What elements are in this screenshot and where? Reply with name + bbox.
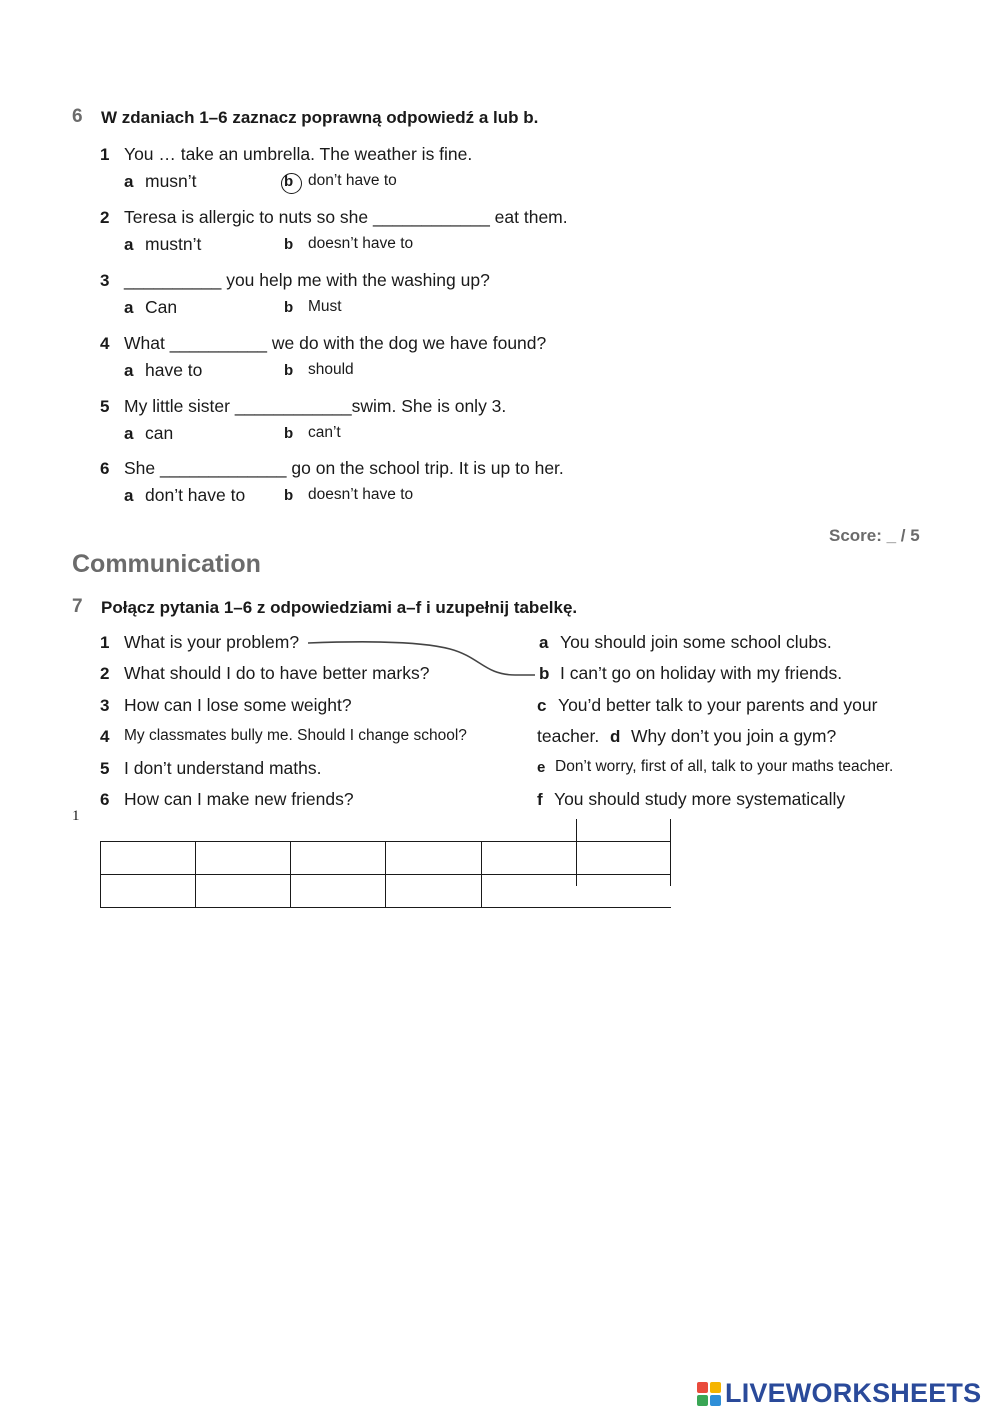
option-a-label[interactable]: a [124, 235, 134, 254]
question-text: What __________ we do with the dog we have found? [124, 333, 547, 353]
option-a-text[interactable]: don’t have to [145, 485, 246, 505]
option-b-label[interactable]: b [284, 236, 294, 253]
option-a-label[interactable]: a [124, 298, 134, 317]
question-text: My classmates bully me. Should I change school? [124, 727, 467, 744]
answer-cell-2[interactable] [291, 875, 385, 907]
question-text: What is your problem? [124, 632, 300, 652]
answer-f-text: You should study more systematically [554, 789, 846, 809]
table-line [100, 841, 101, 907]
question-number: 2 [100, 208, 110, 227]
question-text: She _____________ go on the school trip. It is up to her. [124, 458, 564, 478]
exercise-7-instruction: Połącz pytania 1–6 z odpowiedziami a–f i uzupełnij tabelkę. [101, 598, 578, 617]
stray-mark: 1 [72, 808, 80, 824]
question-text: __________ you help me with the washing up? [124, 270, 490, 290]
option-a-label[interactable]: a [124, 486, 134, 505]
answer-d-label: d [610, 727, 621, 746]
question-text: My little sister ____________swim. She is only 3. [124, 396, 507, 416]
option-b-text[interactable]: doesn’t have to [308, 235, 414, 252]
question-number: 3 [100, 696, 110, 715]
matching-line [300, 635, 540, 685]
option-b-text[interactable]: should [308, 361, 354, 378]
option-b-text[interactable]: don’t have to [308, 172, 397, 189]
answer-b-label: b [539, 664, 550, 683]
answer-c-continuation: teacher. [537, 726, 600, 746]
question-number: 2 [100, 664, 110, 683]
table-line [670, 819, 671, 886]
question-number: 4 [100, 727, 110, 746]
exercise-6-number: 6 [72, 106, 83, 127]
answer-cell-4[interactable] [482, 875, 670, 907]
option-a-text[interactable]: can [145, 423, 174, 443]
option-b-label[interactable]: b [284, 362, 294, 379]
question-number: 6 [100, 459, 110, 478]
option-a-text[interactable]: have to [145, 360, 203, 380]
question-text: You … take an umbrella. The weather is fine. [124, 144, 473, 164]
section-heading: Communication [72, 550, 261, 578]
question-text: What should I do to have better marks? [124, 663, 430, 683]
answer-c-label: c [537, 696, 547, 715]
exercise-6-instruction: W zdaniach 1–6 zaznacz poprawną odpowiedź a lub b. [101, 108, 539, 127]
table-line [100, 907, 671, 908]
answer-f-label: f [537, 790, 543, 809]
answer-a-text: You should join some school clubs. [560, 632, 832, 652]
liveworksheets-logo [697, 1378, 981, 1409]
answer-e-label: e [537, 759, 546, 776]
answer-cell-3[interactable] [386, 875, 481, 907]
answer-e-text: Don’t worry, first of all, talk to your maths teacher. [555, 758, 894, 775]
score-label: Score: _ / 5 [829, 526, 920, 545]
answer-b-text: I can’t go on holiday with my friends. [560, 663, 843, 683]
answer-c-text: You’d better talk to your parents and your [558, 695, 878, 715]
option-a-text[interactable]: musn’t [145, 171, 197, 191]
question-number: 5 [100, 397, 110, 416]
answer-d-text: Why don’t you join a gym? [631, 726, 837, 746]
question-text: How can I lose some weight? [124, 695, 352, 715]
question-text: How can I make new friends? [124, 789, 354, 809]
option-a-text[interactable]: mustn’t [145, 234, 202, 254]
option-b-text[interactable]: can’t [308, 424, 341, 441]
answer-cell-1[interactable] [196, 875, 290, 907]
option-b-label[interactable]: b [284, 425, 294, 442]
option-a-label[interactable]: a [124, 424, 134, 443]
question-text: I don’t understand maths. [124, 758, 322, 778]
question-text: Teresa is allergic to nuts so she ____________ eat them. [124, 207, 568, 227]
option-a-text[interactable]: Can [145, 297, 178, 317]
option-b-text[interactable]: Must [308, 298, 342, 315]
exercise-7-number: 7 [72, 596, 83, 617]
option-a-label[interactable]: a [124, 172, 134, 191]
logo-icon [697, 1382, 721, 1406]
question-number: 3 [100, 271, 110, 290]
answer-a-label: a [539, 633, 549, 652]
question-number: 1 [100, 145, 110, 164]
logo-text: LIVEWORKSHEETS [725, 1378, 982, 1408]
option-b-text[interactable]: doesn’t have to [308, 486, 414, 503]
option-b-label[interactable]: b [284, 299, 294, 316]
question-number: 6 [100, 790, 110, 809]
question-number: 4 [100, 334, 110, 353]
option-a-label[interactable]: a [124, 361, 134, 380]
question-number: 5 [100, 759, 110, 778]
option-b-label[interactable]: b [284, 173, 294, 190]
option-b-label[interactable]: b [284, 487, 294, 504]
question-number: 1 [100, 633, 110, 652]
